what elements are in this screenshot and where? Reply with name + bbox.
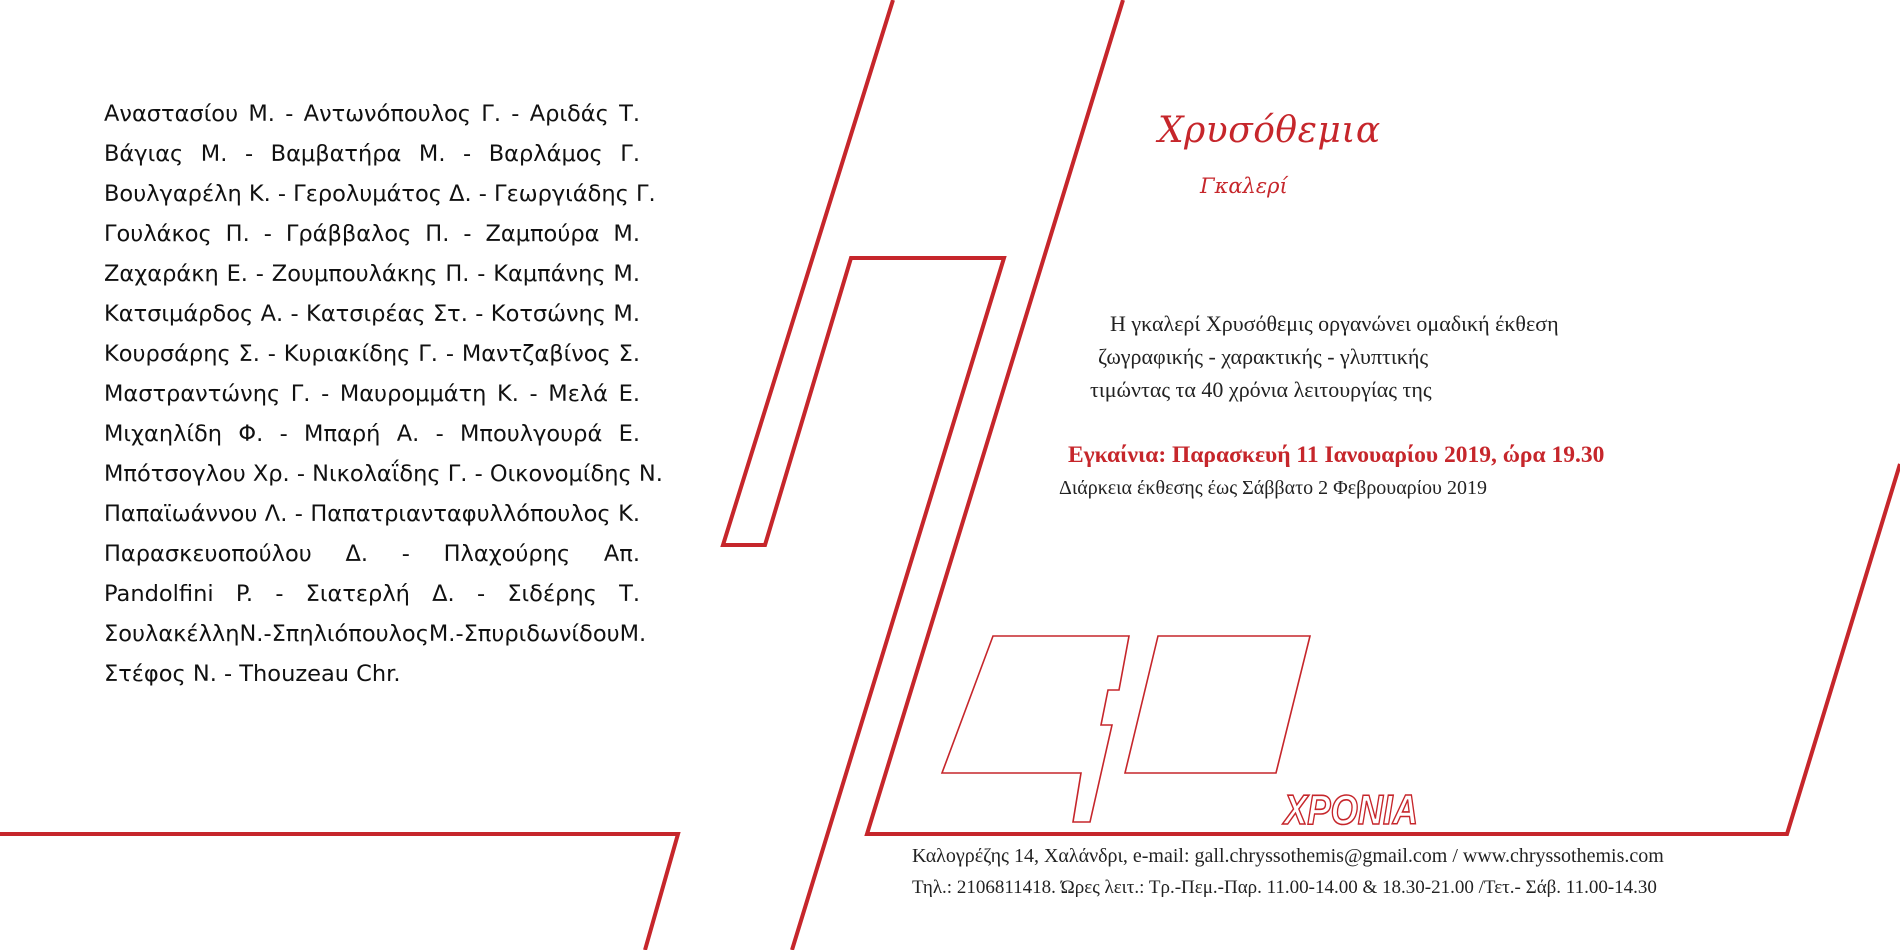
forty-digit-zero <box>1125 636 1310 773</box>
artist-line: Στέφος Ν. - Thouzeau Chr. <box>104 661 401 687</box>
diagonal-line-left <box>723 0 1004 950</box>
artist-line: Μαστραντώνης Γ. - Μαυρομμάτη Κ. - Μελά Ε. <box>104 381 640 407</box>
artist-line: Pandolfini P. - Σιατερλή Δ. - Σιδέρης Τ. <box>104 581 640 607</box>
artist-line: ΣουλακέλληΝ.-ΣπηλιόπουλοςΜ.-ΣπυριδωνίδουΜ. <box>104 621 647 647</box>
logo-subtitle: Γκαλερί <box>1200 174 1288 198</box>
intro-line-1: Η γκαλερί Χρυσόθεμις οργανώνει ομαδική έκθεση <box>1110 311 1559 336</box>
opening-date: Εγκαίνια: Παρασκευή 11 Ιανουαρίου 2019, ώρα 19.30 <box>1068 442 1605 468</box>
intro-line-2: ζωγραφικής - χαρακτικής - γλυπτικής <box>1098 344 1429 369</box>
anniversary-word: ΧΡΟΝΙΑ <box>1282 786 1418 833</box>
artist-line: Παπαϊωάννου Λ. - Παπατριανταφυλλόπουλος Κ. <box>104 501 640 527</box>
artist-line: Βουλγαρέλη Κ. - Γερολυμάτος Δ. - Γεωργιάδης Γ. <box>104 181 656 207</box>
artist-line: Μπότσογλου Χρ. - Νικολαΐδης Γ. - Οικονομίδης Ν. <box>104 461 663 487</box>
artist-line: Γουλάκος Π. - Γράββαλος Π. - Ζαμπούρα Μ. <box>104 221 640 247</box>
artist-line: Μιχαηλίδη Φ. - Μπαρή Α. - Μπουλγουρά Ε. <box>104 421 640 447</box>
artist-line: Κουρσάρης Σ. - Κυριακίδης Γ. - Μαντζαβίνος Σ. <box>104 341 640 367</box>
artist-line: Παρασκευοπούλου Δ. - Πλαχούρης Απ. <box>104 541 640 567</box>
artist-line: Ζαχαράκη Ε. - Ζουμπουλάκης Π. - Καμπάνης Μ. <box>104 261 640 287</box>
artist-line: Βάγιας Μ. - Βαμβατήρα Μ. - Βαρλάμος Γ. <box>104 141 640 167</box>
forty-digit-four <box>942 636 1129 822</box>
artist-line: Κατσιμάρδος Α. - Κατσιρέας Στ. - Κοτσώνης Μ. <box>104 301 640 327</box>
logo-title: Χρυσόθεμια <box>1158 110 1381 151</box>
artist-line: Αναστασίου Μ. - Αντωνόπουλος Γ. - Αριδάς Τ. <box>104 101 640 127</box>
gallery-logo <box>1158 110 1381 210</box>
intro-line-3: τιμώντας τα 40 χρόνια λειτουργίας της <box>1090 377 1432 402</box>
exhibition-duration: Διάρκεια έκθεσης έως Σάββατο 2 Φεβρουαρίου 2019 <box>1059 477 1487 499</box>
bottom-left-line <box>0 834 678 950</box>
contact-address: Καλογρέζης 14, Χαλάνδρι, e-mail: gall.chryssothemis@gmail.com / www.chryssothemis.com <box>912 845 1664 867</box>
diagonal-line-center <box>867 0 1900 834</box>
artist-list <box>104 94 663 694</box>
contact-hours: Τηλ.: 2106811418. Ώρες λειτ.: Τρ.-Πεμ.-Παρ. 11.00-14.00 & 18.30-21.00 /Τετ.- Σάβ. 11.00-14.30 <box>912 877 1657 898</box>
